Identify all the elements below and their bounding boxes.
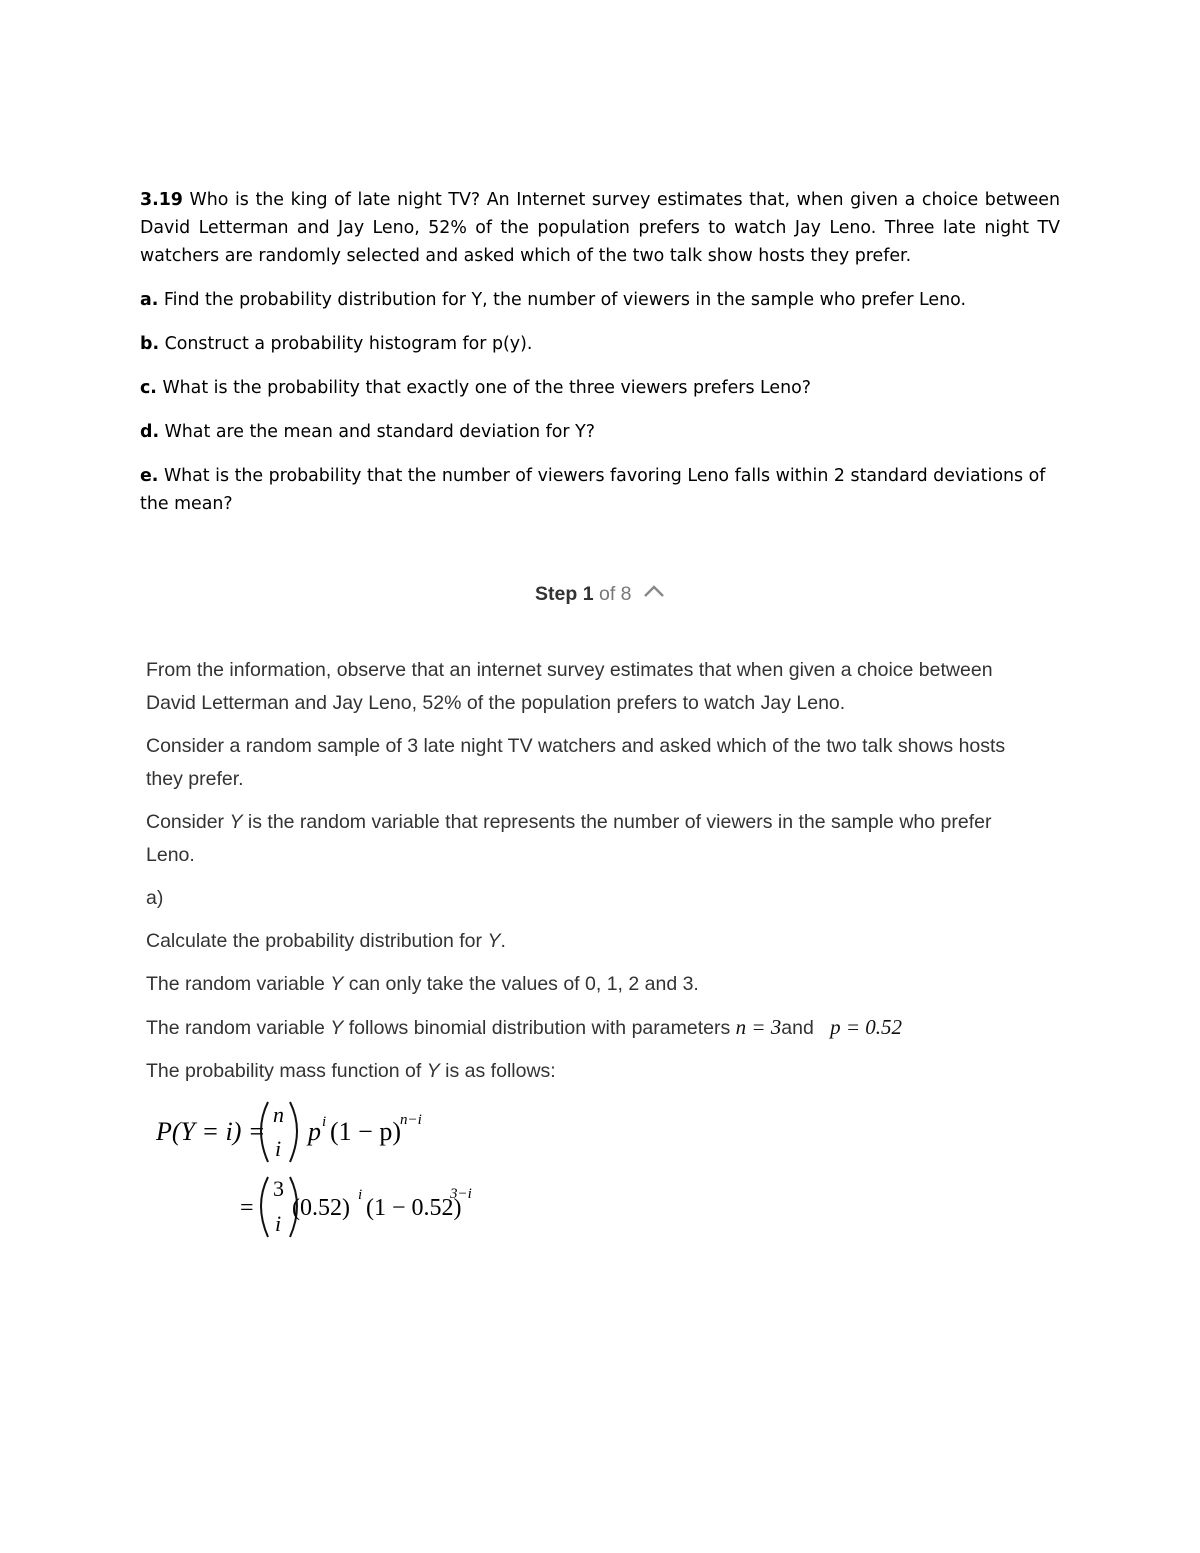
chevron-up-icon[interactable] (643, 581, 665, 604)
step-total: of 8 (599, 583, 632, 605)
problem-statement (140, 186, 1060, 534)
problem-intro (140, 186, 1060, 270)
text: can only take the values of 0, 1, 2 and 3. (343, 973, 699, 995)
solution-para (146, 1011, 1026, 1045)
part-label: c. (140, 378, 157, 398)
formula-lhs: P(Y = i) = (156, 1117, 266, 1146)
solution-para: From the information, observe that an internet survey estimates that when given a choice between David Letterman and Jay Leno, 52% of the population prefers to watch Jay Leno. (146, 659, 993, 714)
text: The probability mass function of (146, 1060, 427, 1082)
text: The random variable (146, 973, 331, 995)
text: is the random variable that represents the number of viewers in the sample who prefer Leno. (146, 811, 992, 866)
problem-part-b (140, 330, 1060, 358)
formula-b-exp: 3−i (450, 1186, 472, 1202)
step-header[interactable] (0, 583, 1200, 606)
text: Consider (146, 811, 230, 833)
part-text: Find the probability distribution for Y, the number of viewers in the sample who prefer Leno. (163, 290, 966, 310)
part-text: What is the probability that exactly one of the three viewers prefers Leno? (162, 378, 812, 398)
param-p: p = 0.52 (830, 1015, 903, 1039)
part-label: a. (140, 290, 159, 310)
solution-para: Consider a random sample of 3 late night TV watchers and asked which of the two talk shows hosts they prefer. (146, 735, 1006, 790)
variable: Y (229, 811, 243, 833)
part-text: Construct a probability histogram for p(y). (164, 334, 533, 354)
problem-part-e (140, 462, 1060, 518)
problem-part-c (140, 374, 1060, 402)
formula-p-exp: i (322, 1114, 327, 1130)
formula-p: p (308, 1117, 321, 1146)
part-label: b. (140, 334, 160, 354)
part-text: What is the probability that the number of viewers favoring Leno falls within 2 standard deviations of the mean? (140, 466, 1046, 514)
solution-para (146, 925, 1026, 958)
text: Calculate the probability distribution for (146, 930, 488, 952)
text: . (500, 930, 506, 952)
formula-b: (1 − 0.52) (366, 1195, 462, 1221)
variable: Y (487, 930, 501, 952)
param-n: n = 3 (735, 1015, 782, 1039)
solution-body (146, 654, 1026, 1098)
text: The random variable (146, 1017, 331, 1039)
problem-part-d (140, 418, 1060, 446)
formula-a-exp: i (358, 1187, 363, 1203)
step-label: Step (535, 583, 578, 605)
solution-para (146, 1055, 1026, 1088)
formula-a: (0.52) (292, 1195, 350, 1221)
part-label: d. (140, 422, 160, 442)
binom-top: 3 (273, 1176, 284, 1201)
paren-left (261, 1177, 268, 1237)
text: is as follows: (439, 1060, 556, 1082)
formula-term-exp: n−i (400, 1112, 422, 1128)
part-text: What are the mean and standard deviation for Y? (164, 422, 595, 442)
text: and (781, 1017, 814, 1039)
binom-bottom: i (275, 1136, 282, 1161)
part-label: e. (140, 466, 159, 486)
formula-eq: = (240, 1195, 254, 1221)
part-a-label: a) (146, 887, 164, 909)
text: follows binomial distribution with parameters (343, 1017, 736, 1039)
binom-top: n (273, 1102, 284, 1127)
variable: Y (330, 973, 344, 995)
solution-para (146, 968, 1026, 1001)
binom-bottom: i (275, 1211, 282, 1236)
step-current: 1 (582, 583, 594, 605)
variable: Y (426, 1060, 440, 1082)
variable: Y (330, 1017, 344, 1039)
problem-part-a (140, 286, 1060, 314)
problem-intro-text: Who is the king of late night TV? An Internet survey estimates that, when given a choice between David Letterman and Jay Leno, 52% of the population prefers to watch Jay Leno. Three late night TV watchers are randomly selected and asked which of the two talk show hosts they prefer. (140, 190, 1060, 266)
formula-term: (1 − p) (330, 1117, 401, 1146)
paren-right (290, 1102, 297, 1162)
pmf-formula (150, 1092, 650, 1252)
problem-number: 3.19 (140, 190, 183, 210)
solution-para (146, 806, 1026, 872)
